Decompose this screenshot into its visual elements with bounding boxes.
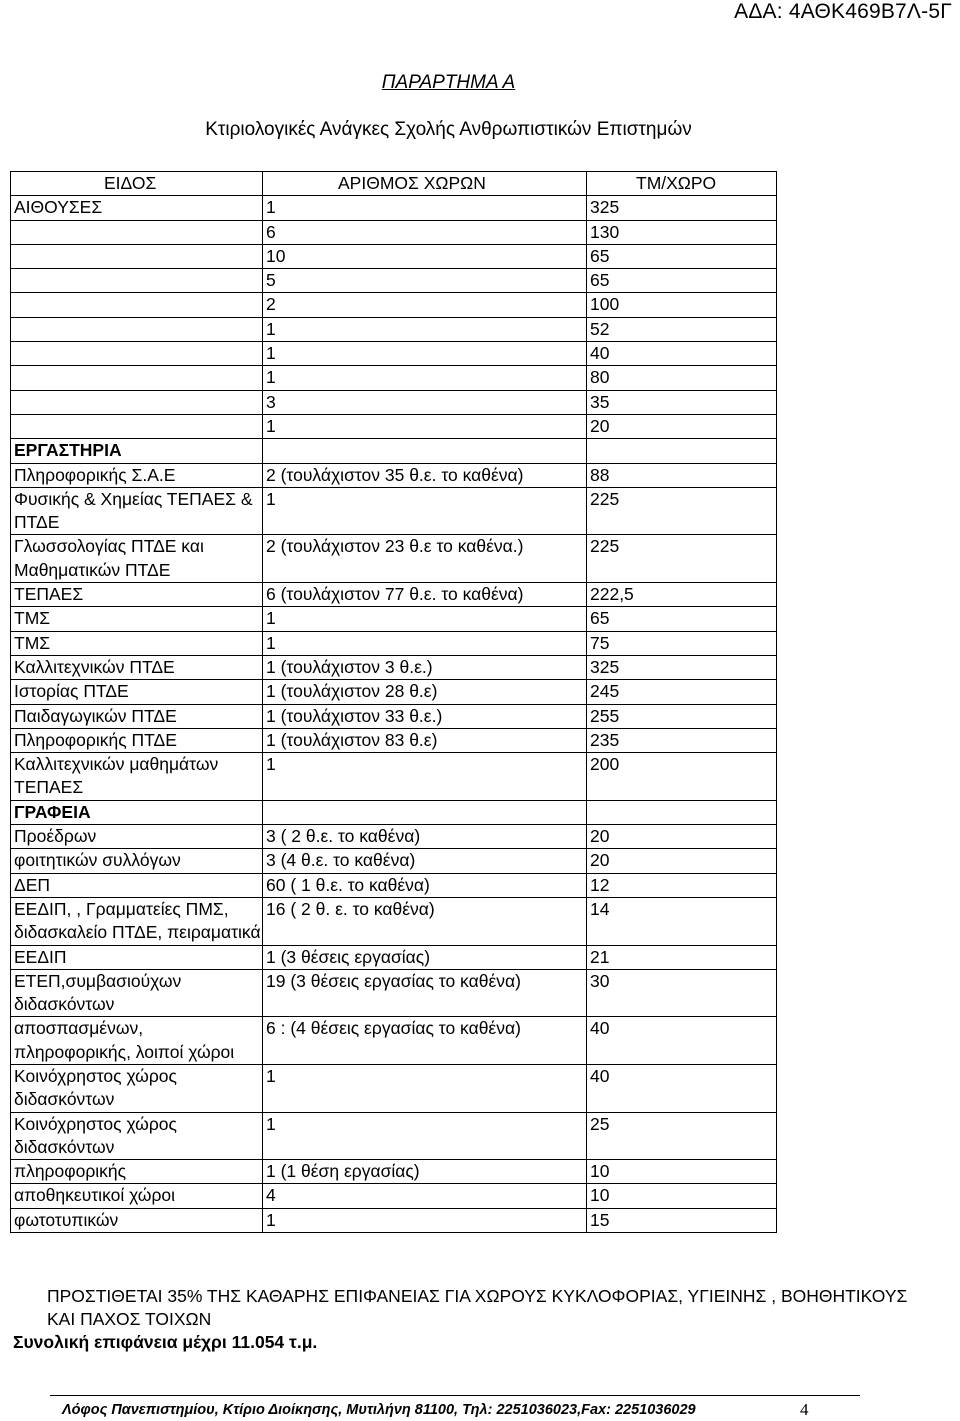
table-row: [11, 220, 777, 244]
cell-type: Καλλιτεχνικών ΠΤΔΕ: [11, 655, 263, 679]
cell-count: 2 (τουλάχιστον 23 θ.ε το καθένα.): [263, 535, 587, 583]
cell-count: 1: [263, 1064, 587, 1112]
cell-count: [263, 800, 587, 824]
cell-count: 1: [263, 317, 587, 341]
cell-area: 10: [587, 1160, 777, 1184]
cell-count: 4: [263, 1184, 587, 1208]
cell-type: Φυσικής & Χημείας ΤΕΠΑΕΣ & ΠΤΔΕ: [11, 487, 263, 535]
table-row: [11, 655, 777, 679]
table-row: [11, 704, 777, 728]
cell-count: 1: [263, 607, 587, 631]
cell-type: [11, 220, 263, 244]
cell-type: Παιδαγωγικών ΠΤΔΕ: [11, 704, 263, 728]
cell-area: 40: [587, 1017, 777, 1065]
document-subtitle: Κτιριολογικές Ανάγκες Σχολής Ανθρωπιστικών Επιστημών: [205, 119, 692, 140]
table-row: [11, 414, 777, 438]
cell-area: 80: [587, 366, 777, 390]
table-row: [11, 800, 777, 824]
footer-address: Λόφος Πανεπιστημίου, Κτίριο Διοίκησης, Μυτιλήνη 81100, Τηλ: 2251036023,Fax: 2251036029: [62, 1402, 696, 1418]
cell-area: 65: [587, 607, 777, 631]
cell-area: 325: [587, 196, 777, 220]
cell-count: 5: [263, 269, 587, 293]
cell-type: ΕΤΕΠ,συμβασιούχων διδασκόντων: [11, 969, 263, 1017]
cell-area: 325: [587, 655, 777, 679]
cell-area: 14: [587, 897, 777, 945]
cell-type: [11, 342, 263, 366]
table-row: [11, 1208, 777, 1232]
table-row: [11, 244, 777, 268]
cell-type: ΓΡΑΦΕΙΑ: [11, 800, 263, 824]
cell-area: 20: [587, 825, 777, 849]
table-row: [11, 1064, 777, 1112]
cell-count: 2: [263, 293, 587, 317]
cell-type: ΤΜΣ: [11, 631, 263, 655]
surface-note: ΠΡΟΣΤΙΘΕΤΑΙ 35% ΤΗΣ ΚΑΘΑΡΗΣ ΕΠΙΦΑΝΕΙΑΣ ΓΙΑ ΧΩΡΟΥΣ ΚΥΚΛΟΦΟΡΙΑΣ, ΥΓΙΕΙΝΗΣ , ΒΟΗΘΗΤΙΚΟΥΣ ΚΑΙ ΠΑΧΟΣ ΤΟΙΧΩΝ: [47, 1286, 908, 1330]
table-row: [11, 945, 777, 969]
table-row: [11, 607, 777, 631]
table-row: [11, 487, 777, 535]
cell-type: Προέδρων: [11, 825, 263, 849]
cell-area: 65: [587, 244, 777, 268]
cell-type: Πληροφορικής ΠΤΔΕ: [11, 728, 263, 752]
cell-area: 100: [587, 293, 777, 317]
cell-count: 1: [263, 1112, 587, 1160]
cell-area: 65: [587, 269, 777, 293]
cell-count: 1: [263, 414, 587, 438]
cell-area: 245: [587, 680, 777, 704]
cell-type: Κοινόχρηστος χώρος διδασκόντων: [11, 1064, 263, 1112]
cell-type: ΕΕΔΙΠ, , Γραμματείες ΠΜΣ, διδασκαλείο ΠΤΔΕ, πειραματικά: [11, 897, 263, 945]
table-row: [11, 897, 777, 945]
cell-count: 1 (τουλάχιστον 3 θ.ε.): [263, 655, 587, 679]
table-row: [11, 583, 777, 607]
cell-type: Ιστορίας ΠΤΔΕ: [11, 680, 263, 704]
cell-count: 1: [263, 342, 587, 366]
cell-type: φωτοτυπικών: [11, 1208, 263, 1232]
table-row: [11, 366, 777, 390]
table-row: [11, 873, 777, 897]
cell-type: [11, 317, 263, 341]
table-row: [11, 293, 777, 317]
cell-type: ΤΕΠΑΕΣ: [11, 583, 263, 607]
cell-type: [11, 244, 263, 268]
cell-count: 6: [263, 220, 587, 244]
cell-count: 16 ( 2 θ. ε. το καθένα): [263, 897, 587, 945]
table-row: [11, 342, 777, 366]
cell-area: 255: [587, 704, 777, 728]
table-row: [11, 535, 777, 583]
cell-area: [587, 439, 777, 463]
table-row: [11, 753, 777, 801]
cell-count: 60 ( 1 θ.ε. το καθένα): [263, 873, 587, 897]
cell-count: 1 (τουλάχιστον 33 θ.ε.): [263, 704, 587, 728]
cell-count: 1 (τουλάχιστον 28 θ.ε): [263, 680, 587, 704]
cell-area: 10: [587, 1184, 777, 1208]
cell-type: ΑΙΘΟΥΣΕΣ: [11, 196, 263, 220]
cell-area: 40: [587, 1064, 777, 1112]
table-row: [11, 849, 777, 873]
cell-type: ΤΜΣ: [11, 607, 263, 631]
cell-area: 52: [587, 317, 777, 341]
cell-area: 25: [587, 1112, 777, 1160]
table-row: [11, 825, 777, 849]
cell-area: 12: [587, 873, 777, 897]
cell-type: ΕΕΔΙΠ: [11, 945, 263, 969]
cell-type: [11, 390, 263, 414]
table-row: [11, 631, 777, 655]
table-row: [11, 680, 777, 704]
cell-area: 200: [587, 753, 777, 801]
cell-count: 1: [263, 753, 587, 801]
cell-area: 30: [587, 969, 777, 1017]
cell-area: 20: [587, 414, 777, 438]
cell-count: 1: [263, 366, 587, 390]
cell-area: 130: [587, 220, 777, 244]
table-row: [11, 1184, 777, 1208]
cell-count: 1 (τουλάχιστον 83 θ.ε): [263, 728, 587, 752]
cell-area: 235: [587, 728, 777, 752]
cell-count: 3: [263, 390, 587, 414]
header-count: ΑΡΙΘΜΟΣ ΧΩΡΩΝ: [263, 172, 587, 196]
total-surface: Συνολική επιφάνεια μέχρι 11.054 τ.μ.: [13, 1332, 318, 1352]
cell-count: 1: [263, 487, 587, 535]
cell-area: [587, 800, 777, 824]
cell-count: 1 (3 θέσεις εργασίας): [263, 945, 587, 969]
ada-code: ΑΔΑ: 4ΑΘΚ469Β7Λ-5Γ: [734, 0, 952, 23]
cell-count: 3 ( 2 θ.ε. το καθένα): [263, 825, 587, 849]
table-row: [11, 390, 777, 414]
appendix-title: ΠΑΡΑΡΤΗΜΑ Α: [381, 72, 516, 93]
table-row: [11, 1017, 777, 1065]
cell-area: 21: [587, 945, 777, 969]
table-row: [11, 969, 777, 1017]
cell-type: Πληροφορικής Σ.Α.Ε: [11, 463, 263, 487]
header-type: ΕΙΔΟΣ: [11, 172, 263, 196]
cell-area: 20: [587, 849, 777, 873]
cell-type: Γλωσσολογίας ΠΤΔΕ και Μαθηματικών ΠΤΔΕ: [11, 535, 263, 583]
table-row: [11, 1160, 777, 1184]
cell-count: 1: [263, 631, 587, 655]
table-row: [11, 196, 777, 220]
cell-type: αποσπασμένων, πληροφορικής, λοιποί χώροι: [11, 1017, 263, 1065]
cell-area: 88: [587, 463, 777, 487]
cell-count: 1: [263, 1208, 587, 1232]
cell-area: 40: [587, 342, 777, 366]
table-row: [11, 1112, 777, 1160]
table-row: [11, 463, 777, 487]
cell-area: 225: [587, 487, 777, 535]
table-row: [11, 317, 777, 341]
cell-area: 75: [587, 631, 777, 655]
cell-count: 6 : (4 θέσεις εργασίας το καθένα): [263, 1017, 587, 1065]
cell-area: 225: [587, 535, 777, 583]
cell-count: 1: [263, 196, 587, 220]
cell-area: 222,5: [587, 583, 777, 607]
cell-type: Κοινόχρηστος χώρος διδασκόντων: [11, 1112, 263, 1160]
cell-type: [11, 293, 263, 317]
cell-type: ΕΡΓΑΣΤΗΡΙΑ: [11, 439, 263, 463]
table-row: [11, 439, 777, 463]
cell-type: [11, 269, 263, 293]
cell-type: Καλλιτεχνικών μαθημάτων ΤΕΠΑΕΣ: [11, 753, 263, 801]
cell-count: 6 (τουλάχιστον 77 θ.ε. το καθένα): [263, 583, 587, 607]
cell-count: 10: [263, 244, 587, 268]
cell-count: 3 (4 θ.ε. το καθένα): [263, 849, 587, 873]
cell-count: 19 (3 θέσεις εργασίας το καθένα): [263, 969, 587, 1017]
cell-count: 1 (1 θέση εργασίας): [263, 1160, 587, 1184]
cell-type: [11, 366, 263, 390]
footer-divider: [50, 1395, 860, 1396]
space-requirements-table: [10, 171, 777, 1233]
cell-count: [263, 439, 587, 463]
table-header-row: [11, 172, 777, 196]
cell-area: 35: [587, 390, 777, 414]
cell-type: [11, 414, 263, 438]
cell-type: φοιτητικών συλλόγων: [11, 849, 263, 873]
table-row: [11, 728, 777, 752]
page-number: 4: [800, 1400, 809, 1419]
cell-type: αποθηκευτικοί χώροι: [11, 1184, 263, 1208]
cell-area: 15: [587, 1208, 777, 1232]
header-area: ΤΜ/ΧΩΡΟ: [587, 172, 777, 196]
cell-type: ΔΕΠ: [11, 873, 263, 897]
cell-count: 2 (τουλάχιστον 35 θ.ε. το καθένα): [263, 463, 587, 487]
table-row: [11, 269, 777, 293]
cell-type: πληροφορικής: [11, 1160, 263, 1184]
